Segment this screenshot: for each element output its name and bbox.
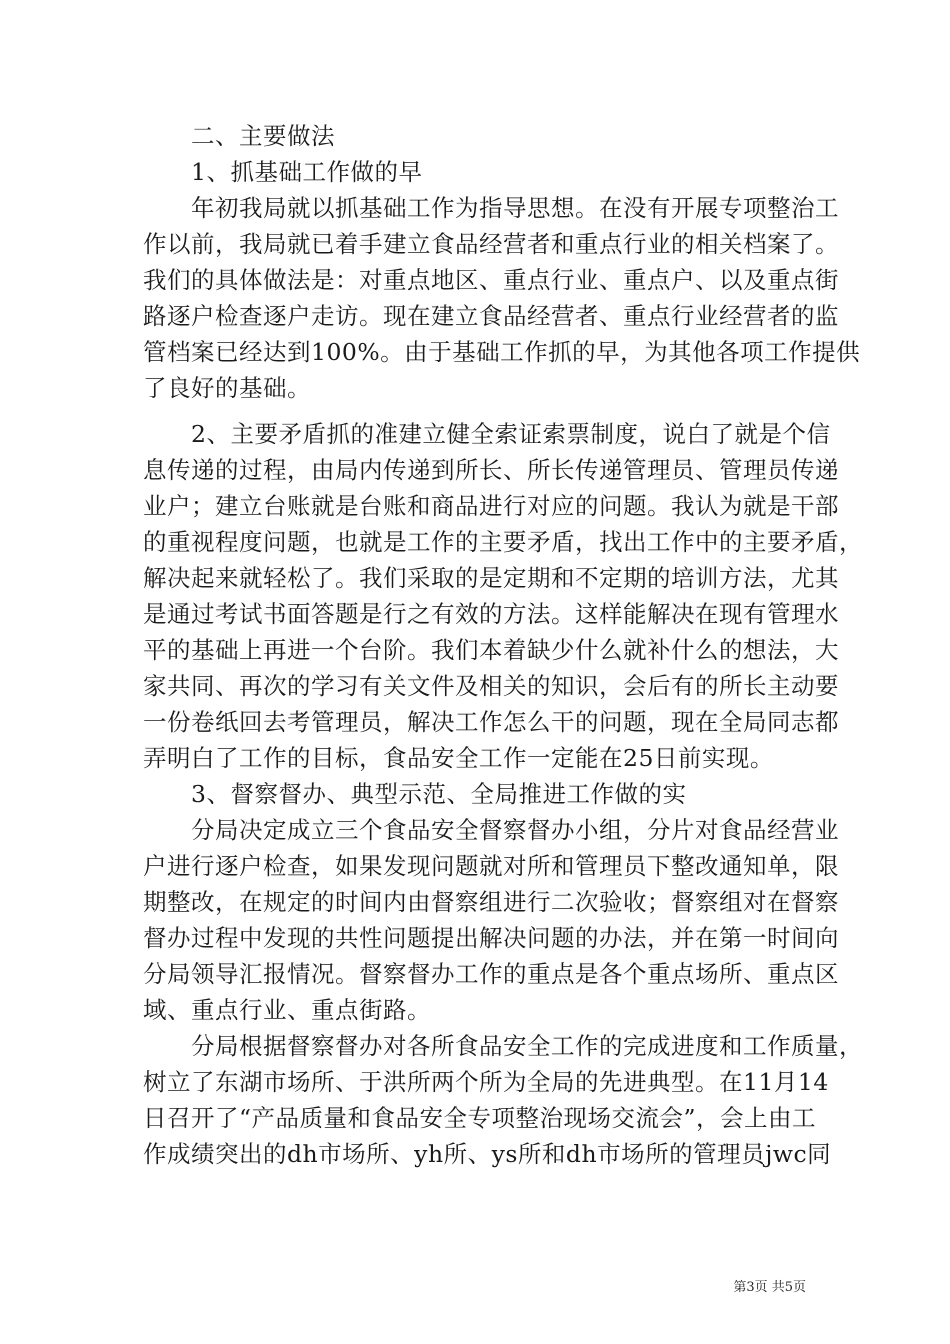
paragraph-line: 是通过考试书面答题是行之有效的方法。这样能解决在现有管理水 (143, 600, 839, 628)
paragraph-line: 分局根据督察督办对各所食品安全工作的完成进度和工作质量， (191, 1032, 863, 1060)
paragraph-line: 家共同、再次的学习有关文件及相关的知识，会后有的所长主动要 (143, 672, 839, 700)
subsection-heading: 3、督察督办、典型示范、全局推进工作做的实 (191, 780, 687, 808)
paragraph-line: 域、重点行业、重点街路。 (143, 996, 431, 1024)
paragraph-line: 树立了东湖市场所、于洪所两个所为全局的先进典型。在11月14 (143, 1068, 829, 1096)
paragraph-line: 作成绩突出的dh市场所、yh所、ys所和dh市场所的管理员jwc同 (143, 1140, 832, 1168)
paragraph-line: 户进行逐户检查，如果发现问题就对所和管理员下整改通知单，限 (143, 852, 839, 880)
page-number-footer: 第3页 共5页 (733, 1280, 806, 1295)
paragraph-line: 分局领导汇报情况。督察督办工作的重点是各个重点场所、重点区 (143, 960, 839, 988)
paragraph-line: 我们的具体做法是：对重点地区、重点行业、重点户、以及重点街 (143, 266, 839, 294)
paragraph-line: 督办过程中发现的共性问题提出解决问题的办法，并在第一时间向 (143, 924, 839, 952)
paragraph-line: 平的基础上再进一个台阶。我们本着缺少什么就补什么的想法，大 (143, 636, 839, 664)
paragraph-line: 的重视程度问题，也就是工作的主要矛盾，找出工作中的主要矛盾， (143, 528, 863, 556)
paragraph-line: 息传递的过程，由局内传递到所长、所长传递管理员、管理员传递 (143, 456, 839, 484)
paragraph-line: 了良好的基础。 (143, 374, 311, 402)
subsection-heading: 1、抓基础工作做的早 (191, 158, 423, 186)
document-body (143, 118, 863, 1172)
section-heading: 二、主要做法 (191, 122, 335, 150)
paragraph-line: 分局决定成立三个食品安全督察督办小组，分片对食品经营业 (191, 816, 839, 844)
paragraph-line: 2、主要矛盾抓的准建立健全索证索票制度，说白了就是个信 (191, 420, 831, 448)
paragraph-line: 年初我局就以抓基础工作为指导思想。在没有开展专项整治工 (191, 194, 839, 222)
paragraph-line: 解决起来就轻松了。我们采取的是定期和不定期的培训方法，尤其 (143, 564, 839, 592)
paragraph-line: 作以前，我局就已着手建立食品经营者和重点行业的相关档案了。 (143, 230, 839, 258)
paragraph-line: 业户；建立台账就是台账和商品进行对应的问题。我认为就是干部 (143, 492, 839, 520)
paragraph-line: 一份卷纸回去考管理员，解决工作怎么干的问题，现在全局同志都 (143, 708, 839, 736)
paragraph-line: 路逐户检查逐户走访。现在建立食品经营者、重点行业经营者的监 (143, 302, 839, 330)
paragraph-line: 日召开了“产品质量和食品安全专项整治现场交流会”，会上由工 (143, 1104, 817, 1132)
paragraph-line: 期整改，在规定的时间内由督察组进行二次验收；督察组对在督察 (143, 888, 839, 916)
paragraph-line: 管档案已经达到100%。由于基础工作抓的早，为其他各项工作提供 (143, 338, 861, 366)
paragraph-line: 弄明白了工作的目标，食品安全工作一定能在25日前实现。 (143, 744, 774, 772)
